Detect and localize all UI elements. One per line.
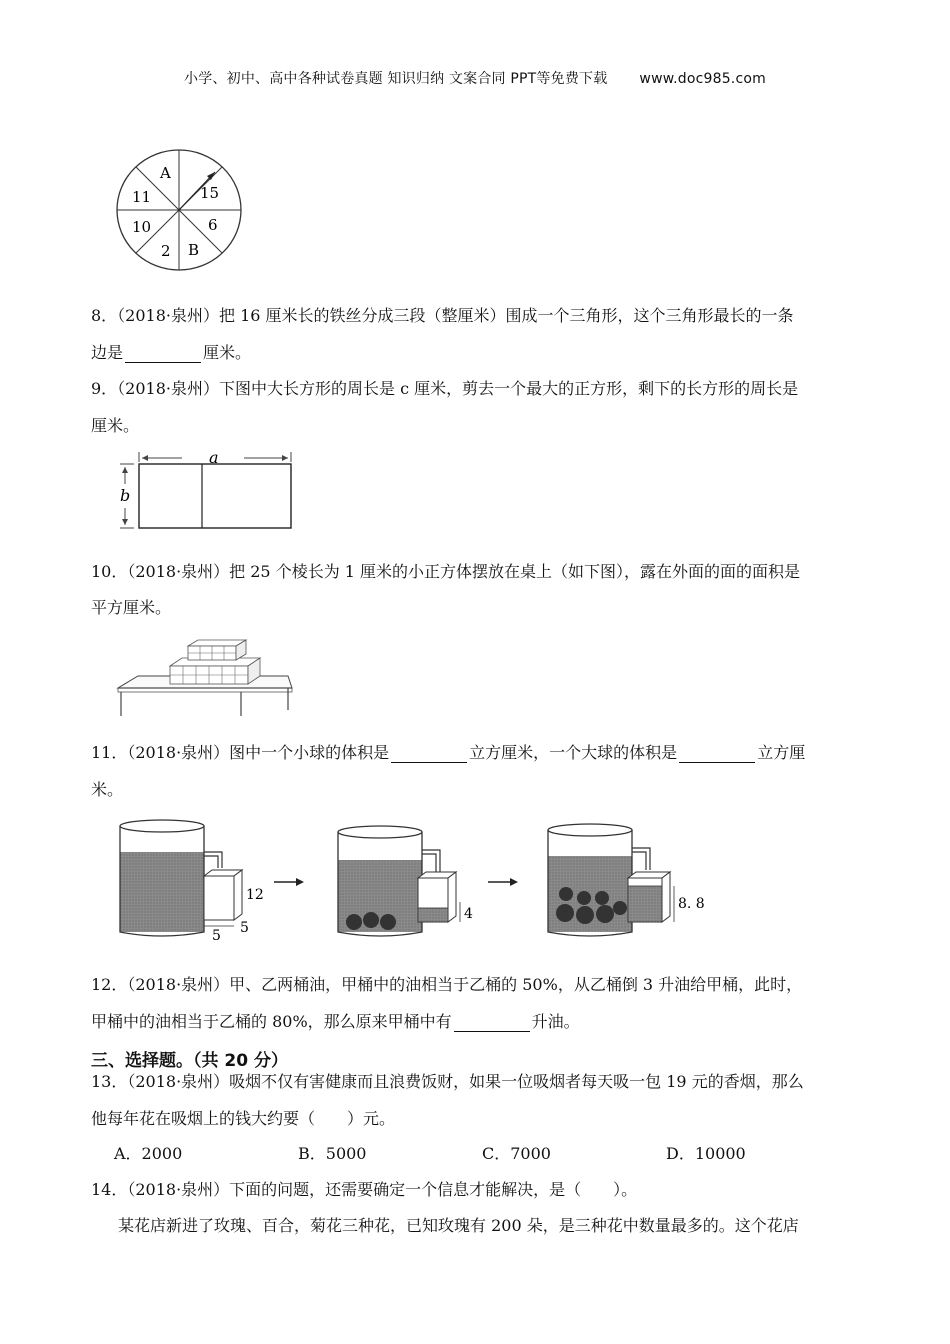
small-ball xyxy=(346,914,362,930)
question-11-line1 xyxy=(91,743,805,763)
small-ball xyxy=(595,891,609,905)
section-3-title: 三、选择题。（共 20 分） xyxy=(91,1051,288,1071)
q12-text-post: 升油。 xyxy=(531,1012,580,1031)
q11-text-c: 立方厘 xyxy=(757,743,806,762)
big-ball xyxy=(596,905,614,923)
question-14-line2: 某花店新进了玫瑰、百合，菊花三种花，已知玫瑰有 200 朵，是三种花中数量最多的。这个花店 xyxy=(118,1216,799,1235)
question-12-line2 xyxy=(91,1012,580,1032)
dim-depth-5: 5 xyxy=(240,920,249,936)
spinner-label-2: 2 xyxy=(161,242,171,260)
question-8-line2 xyxy=(91,343,251,363)
displaced-oil xyxy=(418,908,448,922)
q11-text-b: 立方厘米，一个大球的体积是 xyxy=(469,743,678,762)
small-ball xyxy=(577,891,591,905)
arrow-down-icon xyxy=(122,519,128,525)
question-9-line2: 厘米。 xyxy=(91,416,140,435)
header-text: 小学、初中、高中各种试卷真题 知识归纳 文案合同 PPT等免费下载 xyxy=(184,71,608,87)
arrow-left-icon xyxy=(142,455,148,461)
header-url[interactable]: www.doc985.com xyxy=(639,71,766,87)
spinner-label-a: A xyxy=(160,164,171,182)
q8-text-post: 厘米。 xyxy=(203,343,252,362)
spinner-label-10: 10 xyxy=(132,218,152,236)
q13-option-b[interactable]: B．5000 xyxy=(298,1144,367,1163)
q8-answer-blank[interactable] xyxy=(125,346,201,363)
small-ball xyxy=(559,887,573,901)
container-3 xyxy=(548,824,705,936)
big-ball xyxy=(576,906,594,924)
question-9-line1: 9．（2018·泉州）下图中大长方形的周长是 c 厘米，剪去一个最大的正方形，剩下的长方形的周长是 xyxy=(91,379,799,398)
dim-width-5: 5 xyxy=(212,928,221,944)
oil-level xyxy=(120,852,204,932)
q8-text-pre: 边是 xyxy=(91,343,124,362)
displaced-oil xyxy=(628,886,662,922)
q13-option-c[interactable]: C．7000 xyxy=(482,1144,551,1163)
q11-text-a: 11．（2018·泉州）图中一个小球的体积是 xyxy=(91,743,390,762)
spinner-label-b: B xyxy=(188,241,200,259)
container-1 xyxy=(120,820,264,944)
small-ball xyxy=(363,912,379,928)
arrow-right-icon xyxy=(296,878,304,886)
small-ball xyxy=(613,901,627,915)
small-ball xyxy=(380,914,396,930)
spinner-label-15: 15 xyxy=(200,184,220,202)
q11-small-ball-blank[interactable] xyxy=(391,746,467,763)
question-13-line1: 13．（2018·泉州）吸烟不仅有害健康而且浪费饭财，如果一位吸烟者每天吸一包 19 元的香烟，那么 xyxy=(91,1072,804,1091)
q11-big-ball-blank[interactable] xyxy=(679,746,755,763)
label-b: b xyxy=(120,486,131,505)
rectangle-figure xyxy=(114,450,298,534)
dim-height-8-8: 8. 8 xyxy=(678,896,705,912)
page-header xyxy=(0,68,950,88)
question-11-line2: 米。 xyxy=(91,780,124,799)
q13-option-d[interactable]: D．10000 xyxy=(666,1144,746,1163)
water-displacement-figure xyxy=(114,812,714,946)
spinner-label-11: 11 xyxy=(132,188,152,206)
question-10-line1: 10．（2018·泉州）把 25 个棱长为 1 厘米的小正方体摆放在桌上（如下图），露在外面的面的面积是 xyxy=(91,562,801,581)
q12-answer-blank[interactable] xyxy=(454,1015,530,1032)
question-12-line1: 12．（2018·泉州）甲、乙两桶油，甲桶中的油相当于乙桶的 50%，从乙桶倒 3 升油给甲桶，此时， xyxy=(91,975,803,994)
container-2 xyxy=(338,826,473,936)
arrow-up-icon xyxy=(122,467,128,473)
arrow-right-icon xyxy=(510,878,518,886)
big-ball xyxy=(556,904,574,922)
spinner-label-6: 6 xyxy=(208,216,218,234)
dim-height-4: 4 xyxy=(464,906,473,922)
question-8-line1: 8．（2018·泉州）把 16 厘米长的铁丝分成三段（整厘米）围成一个三角形，这个三角形最长的一条 xyxy=(91,306,794,325)
measuring-box-front xyxy=(204,876,234,920)
q13-option-a[interactable]: A．2000 xyxy=(114,1144,183,1163)
spout xyxy=(204,852,222,868)
question-10-line2: 平方厘米。 xyxy=(91,598,172,617)
dim-height-12: 12 xyxy=(246,887,264,903)
question-14-line1: 14．（2018·泉州）下面的问题，还需要确定一个信息才能解决，是（ ）。 xyxy=(91,1180,638,1199)
spinner-figure xyxy=(112,148,246,274)
cubes-on-table-figure xyxy=(112,632,296,718)
big-rectangle xyxy=(139,464,291,528)
arrow-right-icon xyxy=(282,455,288,461)
question-13-line2: 他每年花在吸烟上的钱大约要（ ）元。 xyxy=(91,1109,396,1128)
label-a: a xyxy=(209,450,219,467)
q12-text-pre: 甲桶中的油相当于乙桶的 80%，那么原来甲桶中有 xyxy=(91,1012,452,1031)
